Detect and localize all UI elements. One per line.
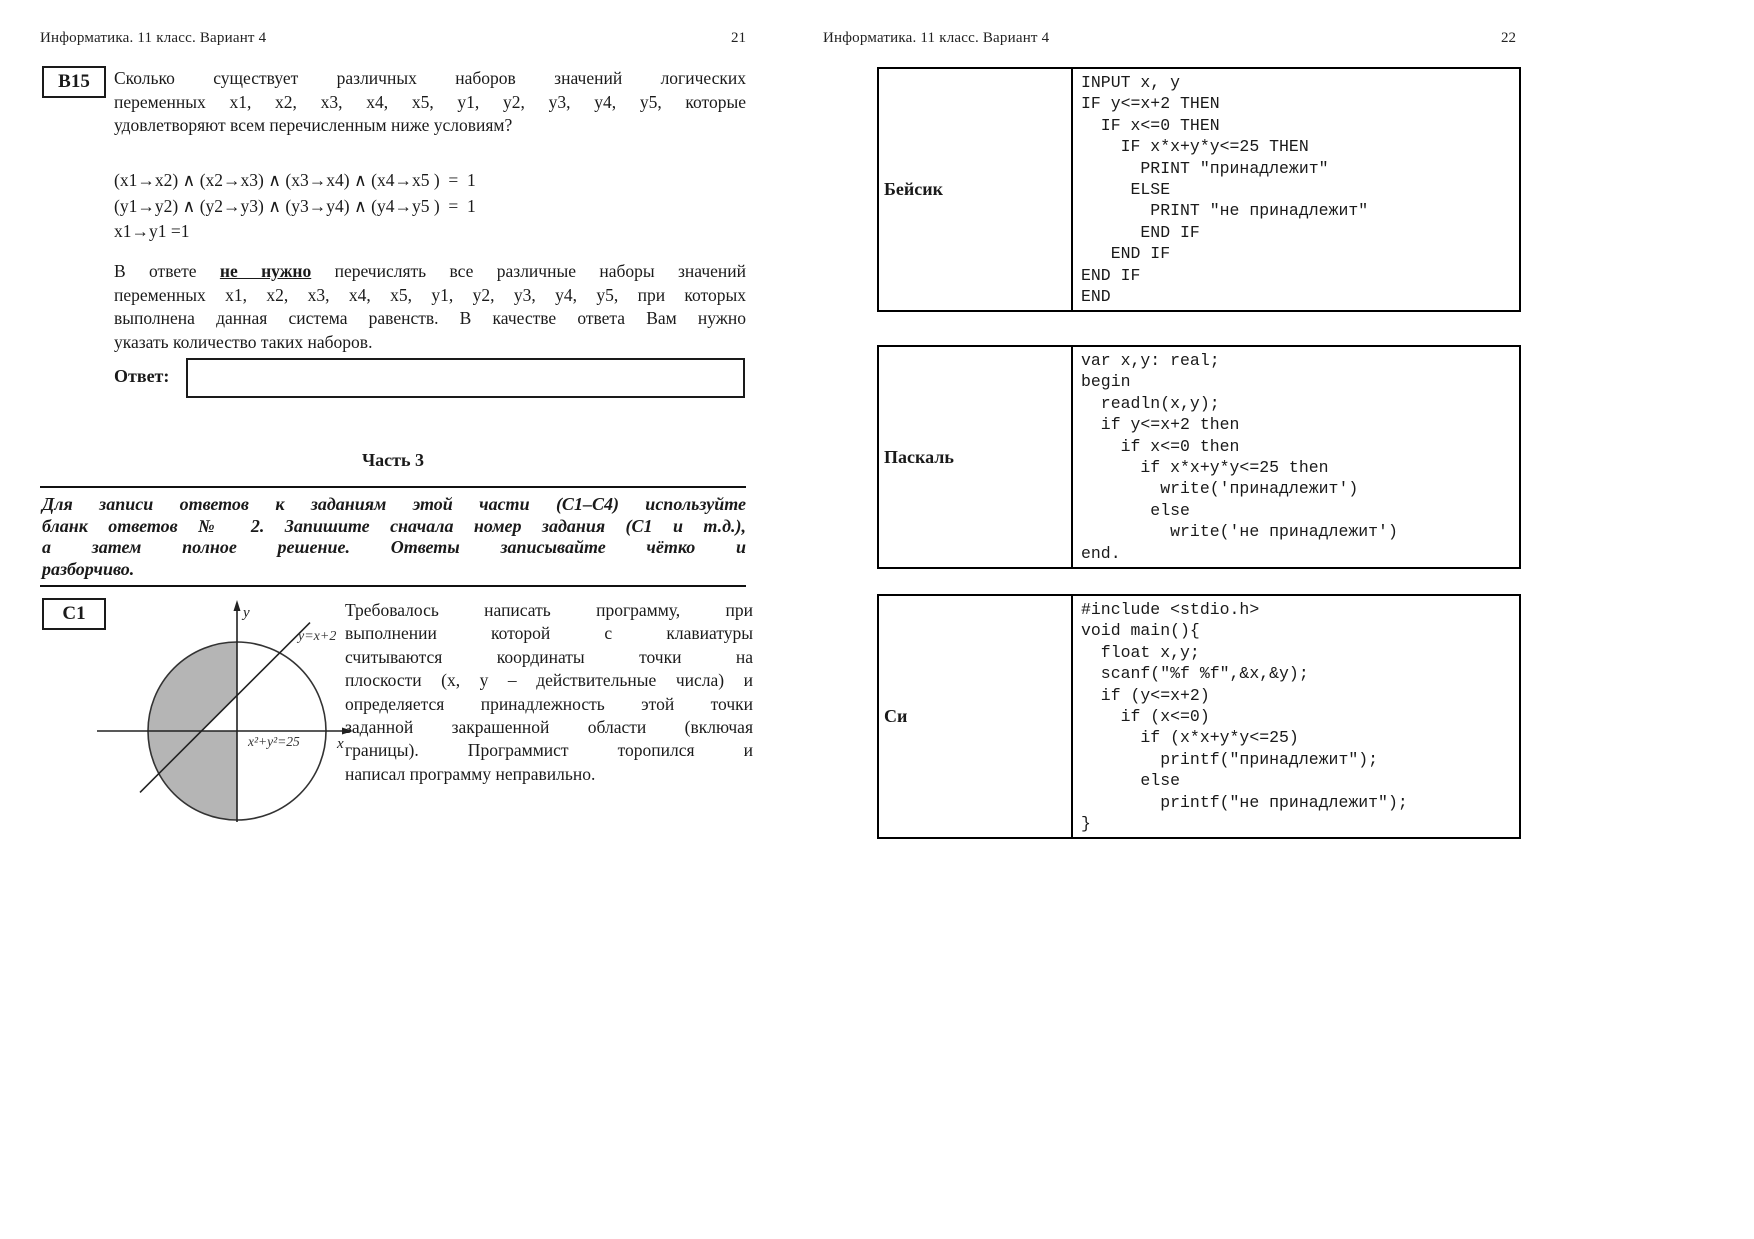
- c1-figure: [85, 595, 365, 827]
- y-axis-arrow: [234, 600, 241, 611]
- b15-note-line1: [114, 260, 746, 284]
- b15-note-prefix: В ответе: [114, 261, 220, 281]
- b15-note-rest: перечислять все различные наборы значений: [311, 261, 746, 281]
- language-cell-pascal: Паскаль: [879, 347, 1073, 567]
- language-cell-c: Си: [879, 596, 1073, 837]
- page-left-number: 21: [731, 30, 746, 46]
- page-left-header: Информатика. 11 класс. Вариант 4: [40, 30, 267, 46]
- answer-box: [186, 358, 745, 398]
- b15-note: [114, 260, 746, 354]
- code-cell-pascal: var x,y: real; begin readln(x,y); if y<=x+2 then if x<=0 then if x*x+y*y<=25 then write('принадлежит') else write('не принадлежит') end.: [1081, 351, 1398, 563]
- code-cell-c: #include <stdio.h> void main(){ float x,y; scanf("%f %f",&x,&y); if (y<=x+2) if (x<=0) if (x*x+y*y<=25) printf("принадлежит"); else printf("не принадлежит"); }: [1081, 600, 1408, 834]
- task-b15-label: В15: [58, 71, 90, 92]
- part3-title: Часть 3: [361, 450, 425, 470]
- answer-label: Ответ:: [114, 366, 170, 386]
- page-right-number: 22: [1501, 30, 1516, 46]
- divider-bottom: [40, 585, 746, 587]
- x-axis-label: x: [337, 736, 344, 752]
- b15-note-emphasis: не нужно: [219, 261, 312, 281]
- c1-task-text: Требовалось написать программу, при выполнении которой с клавиатуры считываются координаты точки на плоскости (x, y – действительные числа) и определяется принадлежность этой точки заданной закрашенной области (включая границы). Программист торопился и написал программу неправильно.: [345, 600, 753, 784]
- page-right-header: Информатика. 11 класс. Вариант 4: [823, 30, 1050, 46]
- language-cell-basic: Бейсик: [879, 69, 1073, 310]
- part3-instructions: Для записи ответов к заданиям этой части (С1–С4) используйте бланк ответов № 2. Запишите сначала номер задания (С1 и т.д.), а затем полное решение. Ответы записывайте чётко и разборчиво.: [42, 494, 746, 580]
- y-axis-label: y: [243, 605, 250, 621]
- code-cell-basic: INPUT x, y IF y<=x+2 THEN IF x<=0 THEN IF x*x+y*y<=25 THEN PRINT "принадлежит" ELSE PRINT "не принадлежит" END IF END IF END IF END: [1081, 73, 1369, 307]
- page-right: [823, 0, 1754, 1239]
- b15-equations: (x1→x2) ∧ (x2→x3) ∧ (x3→x4) ∧ (x4→x5 ) = 1 (y1→y2) ∧ (y2→y3) ∧ (y3→y4) ∧ (y4→y5 ) = 1 x1→y1 =1: [114, 170, 476, 241]
- line-equation-label: y=x+2: [298, 629, 337, 644]
- task-b15-box: [42, 66, 106, 98]
- b15-note-lines: переменных x1, x2, x3, x4, x5, y1, y2, y3, y4, y5, при которых выполнена данная система равенств. В качестве ответа Вам нужно указать количество таких наборов.: [114, 284, 746, 352]
- circle-equation-label: x²+y²=25: [248, 734, 300, 749]
- code-table-pascal: [877, 345, 1521, 569]
- divider-top: [40, 486, 746, 488]
- code-table-c: [877, 594, 1521, 839]
- b15-task-text: Сколько существует различных наборов значений логических переменных x1, x2, x3, x4, x5, y1, y2, y3, y4, y5, которые удовлетворяют всем перечисленным ниже условиям?: [114, 68, 746, 135]
- task-c1-label: С1: [62, 603, 86, 624]
- code-table-basic: [877, 67, 1521, 312]
